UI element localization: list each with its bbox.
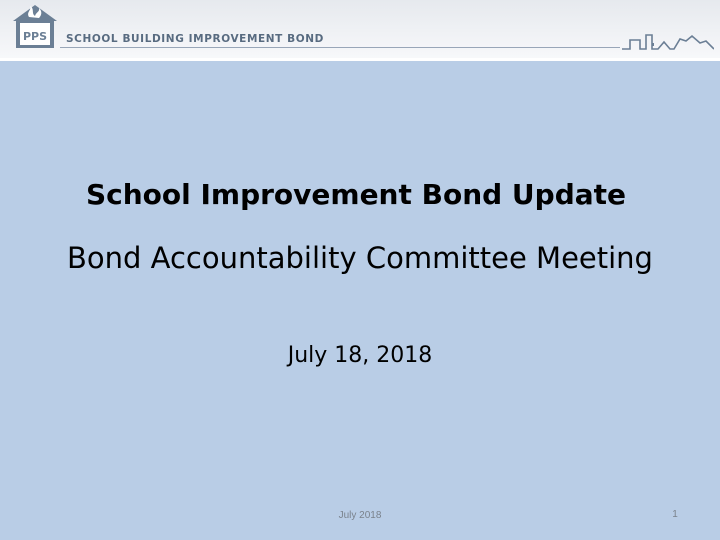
slide-title: School Improvement Bond Update [85, 178, 627, 211]
skyline-icon [622, 28, 714, 52]
logo-text: PPS [22, 30, 48, 43]
content-area [0, 61, 720, 540]
slide-date: July 18, 2018 [287, 343, 433, 368]
pps-logo [10, 4, 60, 50]
slide-subtitle: Bond Accountability Committee Meeting [67, 241, 653, 275]
header-bar [0, 0, 720, 58]
footer-date: July 2018 [338, 510, 382, 521]
page-number: 1 [672, 509, 678, 520]
brand-text: SCHOOL BUILDING IMPROVEMENT BOND [66, 33, 325, 45]
header-rule [60, 47, 620, 48]
